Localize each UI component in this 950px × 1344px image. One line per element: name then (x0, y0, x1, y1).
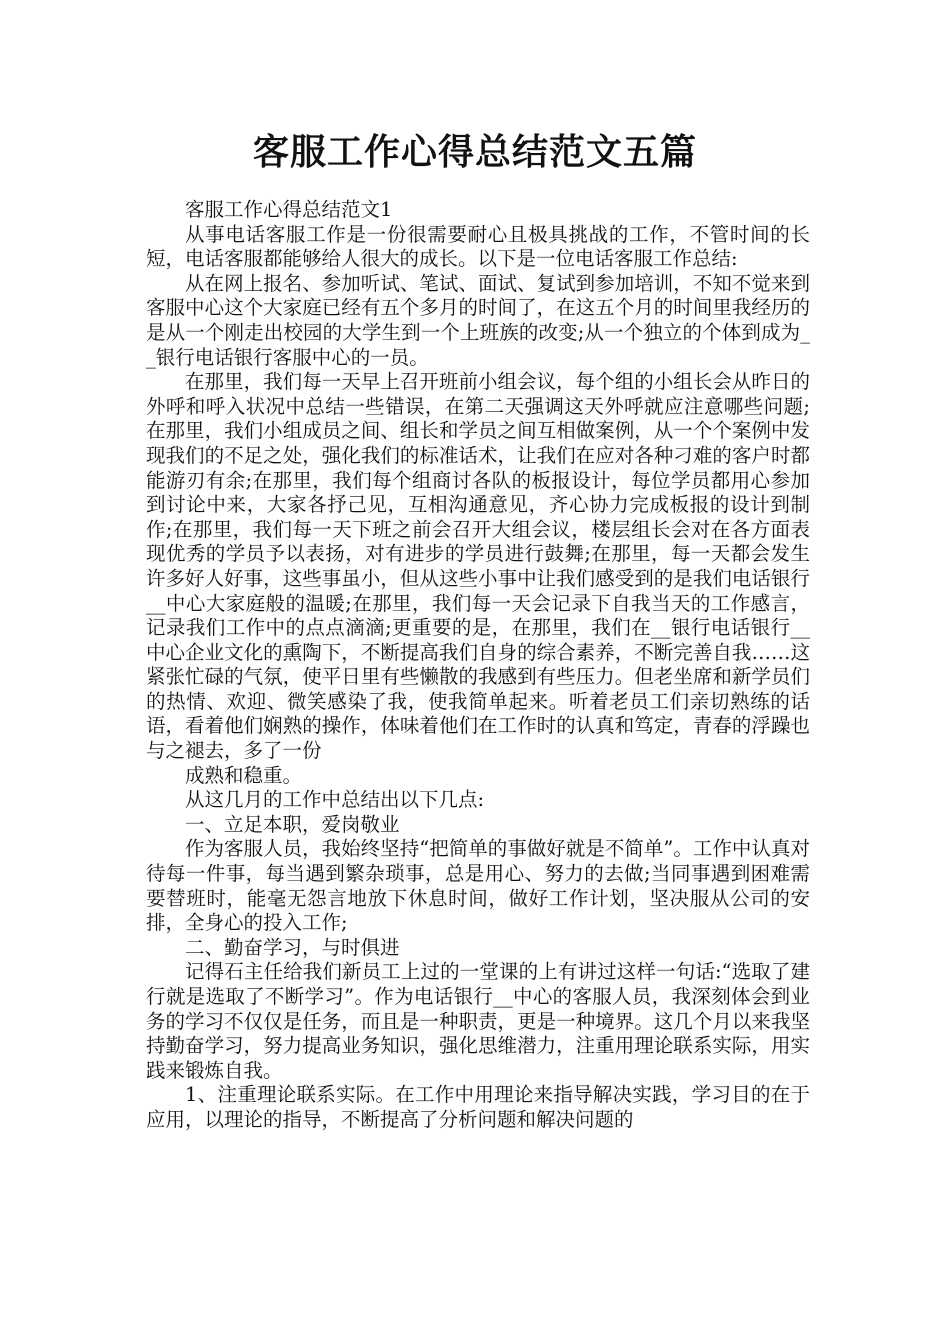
paragraph-intro: 从事电话客服工作是一份很需要耐心且极具挑战的工作，不管时间的长短，电话客服都能够给人很大的成长。以下是一位电话客服工作总结: (146, 222, 810, 271)
paragraph-section-heading: 客服工作心得总结范文1 (185, 198, 393, 221)
paragraph-continuation: 成熟和稳重。 (185, 763, 303, 787)
paragraph-point-two-body: 记得石主任给我们新员工上过的一堂课的上有讲过这样一句话:“选取了建行就是选取了不断学习”。作为电话银行__中心的客服人员，我深刻体会到业务的学习不仅仅是任务，而且是一种职责，更是一种境界。这几个月以来我坚持勤奋学习，努力提高业务知识，强化思维潜力，注重用理论联系实际，用实践来锻炼自我。 (146, 960, 810, 1082)
paragraph-joining: 从在网上报名、参加听试、笔试、面试、复试到参加培训，不知不觉来到客服中心这个大家庭已经有五个多月的时间了，在这五个月的时间里我经历的是从一个刚走出校园的大学生到一个上班族的改变;从一个独立的个体到成为__银行电话银行客服中心的一员。 (146, 271, 810, 369)
paragraph-daily-work: 在那里，我们每一天早上召开班前小组会议，每个组的小组长会从昨日的外呼和呼入状况中总结一些错误，在第二天强调这天外呼就应注意哪些问题;在那里，我们小组成员之间、组长和学员之间互相做案例，从一个个案例中发现我们的不足之处，强化我们的标准话术，让我们在应对各种刁难的客户时都能游刃有余;在那里，我们每个组商讨各队的板报设计，每位学员都用心参加到讨论中来，大家各抒己见，互相沟通意见，齐心协力完成板报的设计到制作;在那里，我们每一天下班之前会召开大组会议，楼层组长会对在各方面表现优秀的学员予以表扬，对有进步的学员进行鼓舞;在那里，每一天都会发生许多好人好事，这些事虽小，但从这些小事中让我们感受到的是我们电话银行__中心大家庭般的温暖;在那里，我们每一天会记录下自我当天的工作感言，记录我们工作中的点点滴滴;更重要的是，在那里，我们在__银行电话银行__中心企业文化的熏陶下，不断提高我们自身的综合素养，不断完善自我……这紧张忙碌的气氛，使平日里有些懒散的我感到有些压力。但老坐席和新学员们的热情、欢迎、微笑感染了我，使我简单起来。听着老员工们亲切熟练的话语，看着他们娴熟的操作，体味着他们在工作时的认真和笃定，青春的浮躁也与之褪去，多了一份 (146, 370, 810, 763)
paragraph-point-two-heading: 二、勤奋学习，与时俱进 (185, 935, 400, 959)
document-body (146, 198, 810, 1133)
paragraph-point-one-body: 作为客服人员，我始终坚持“把简单的事做好就是不简单”。工作中认真对待每一件事，每当遇到繁杂琐事，总是用心、努力的去做;当同事遇到困难需要替班时，能毫无怨言地放下休息时间，做好工作计划，坚决服从公司的安排，全身心的投入工作; (146, 837, 810, 935)
paragraph-point-one-heading: 一、立足本职，爱岗敬业 (185, 812, 400, 836)
document-title: 客服工作心得总结范文五篇 (252, 132, 697, 173)
paragraph-summary-lead: 从这几月的工作中总结出以下几点: (185, 788, 485, 812)
paragraph-theory-practice: 1、注重理论联系实际。在工作中用理论来指导解决实践，学习目的在于应用，以理论的指导，不断提高了分析问题和解决问题的 (146, 1083, 810, 1131)
